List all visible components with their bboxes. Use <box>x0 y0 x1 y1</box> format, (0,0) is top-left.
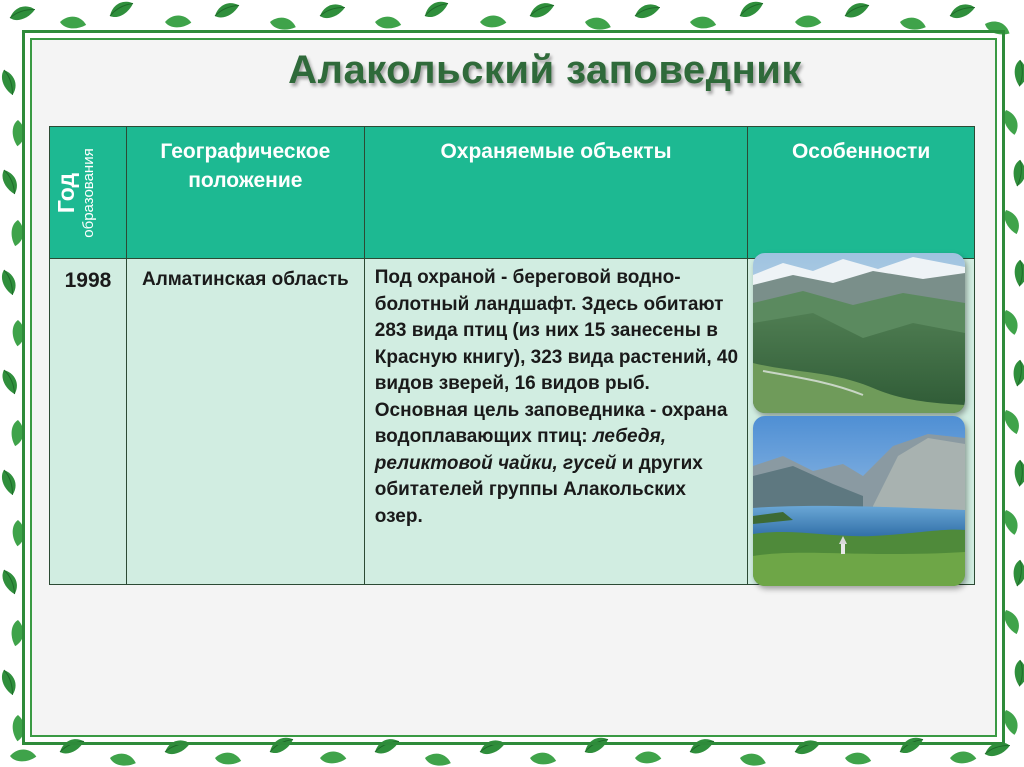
objects-italic-2: гусей <box>563 452 617 474</box>
objects-text-1: Под охраной - береговой водно-болотный ландшафт. Здесь обитают 283 вида птиц (из них 15 занесены в Красную книгу), 323 вида растений, 40 видов зверей, 16 видов рыб. Основная цель заповедника - охрана водоплавающих птиц: <box>374 267 739 447</box>
cell-objects <box>364 259 747 585</box>
cell-geo: Алматинская область <box>126 259 364 585</box>
objects-text-2: и других обитателей группы Алакольских озер. <box>374 452 703 527</box>
header-year-rotated <box>53 133 123 253</box>
header-year-main: Год <box>52 172 79 213</box>
header-objects: Охраняемые объекты <box>364 127 747 259</box>
table-row <box>50 259 975 585</box>
header-geo: Географическое положение <box>126 127 364 259</box>
cell-features <box>748 259 975 585</box>
objects-italic-1: лебедя, реликтовой чайки, <box>374 426 666 474</box>
header-year-sub: образования <box>79 147 97 238</box>
cell-year: 1998 <box>50 259 127 585</box>
header-year <box>50 127 127 259</box>
table-header-row <box>50 127 975 259</box>
page-title: Алакольский заповедник <box>288 48 802 92</box>
mountain-valley-photo <box>753 253 965 413</box>
header-features: Особенности <box>748 127 975 259</box>
mountain-lake-photo <box>753 416 965 586</box>
reserve-table <box>49 126 975 585</box>
